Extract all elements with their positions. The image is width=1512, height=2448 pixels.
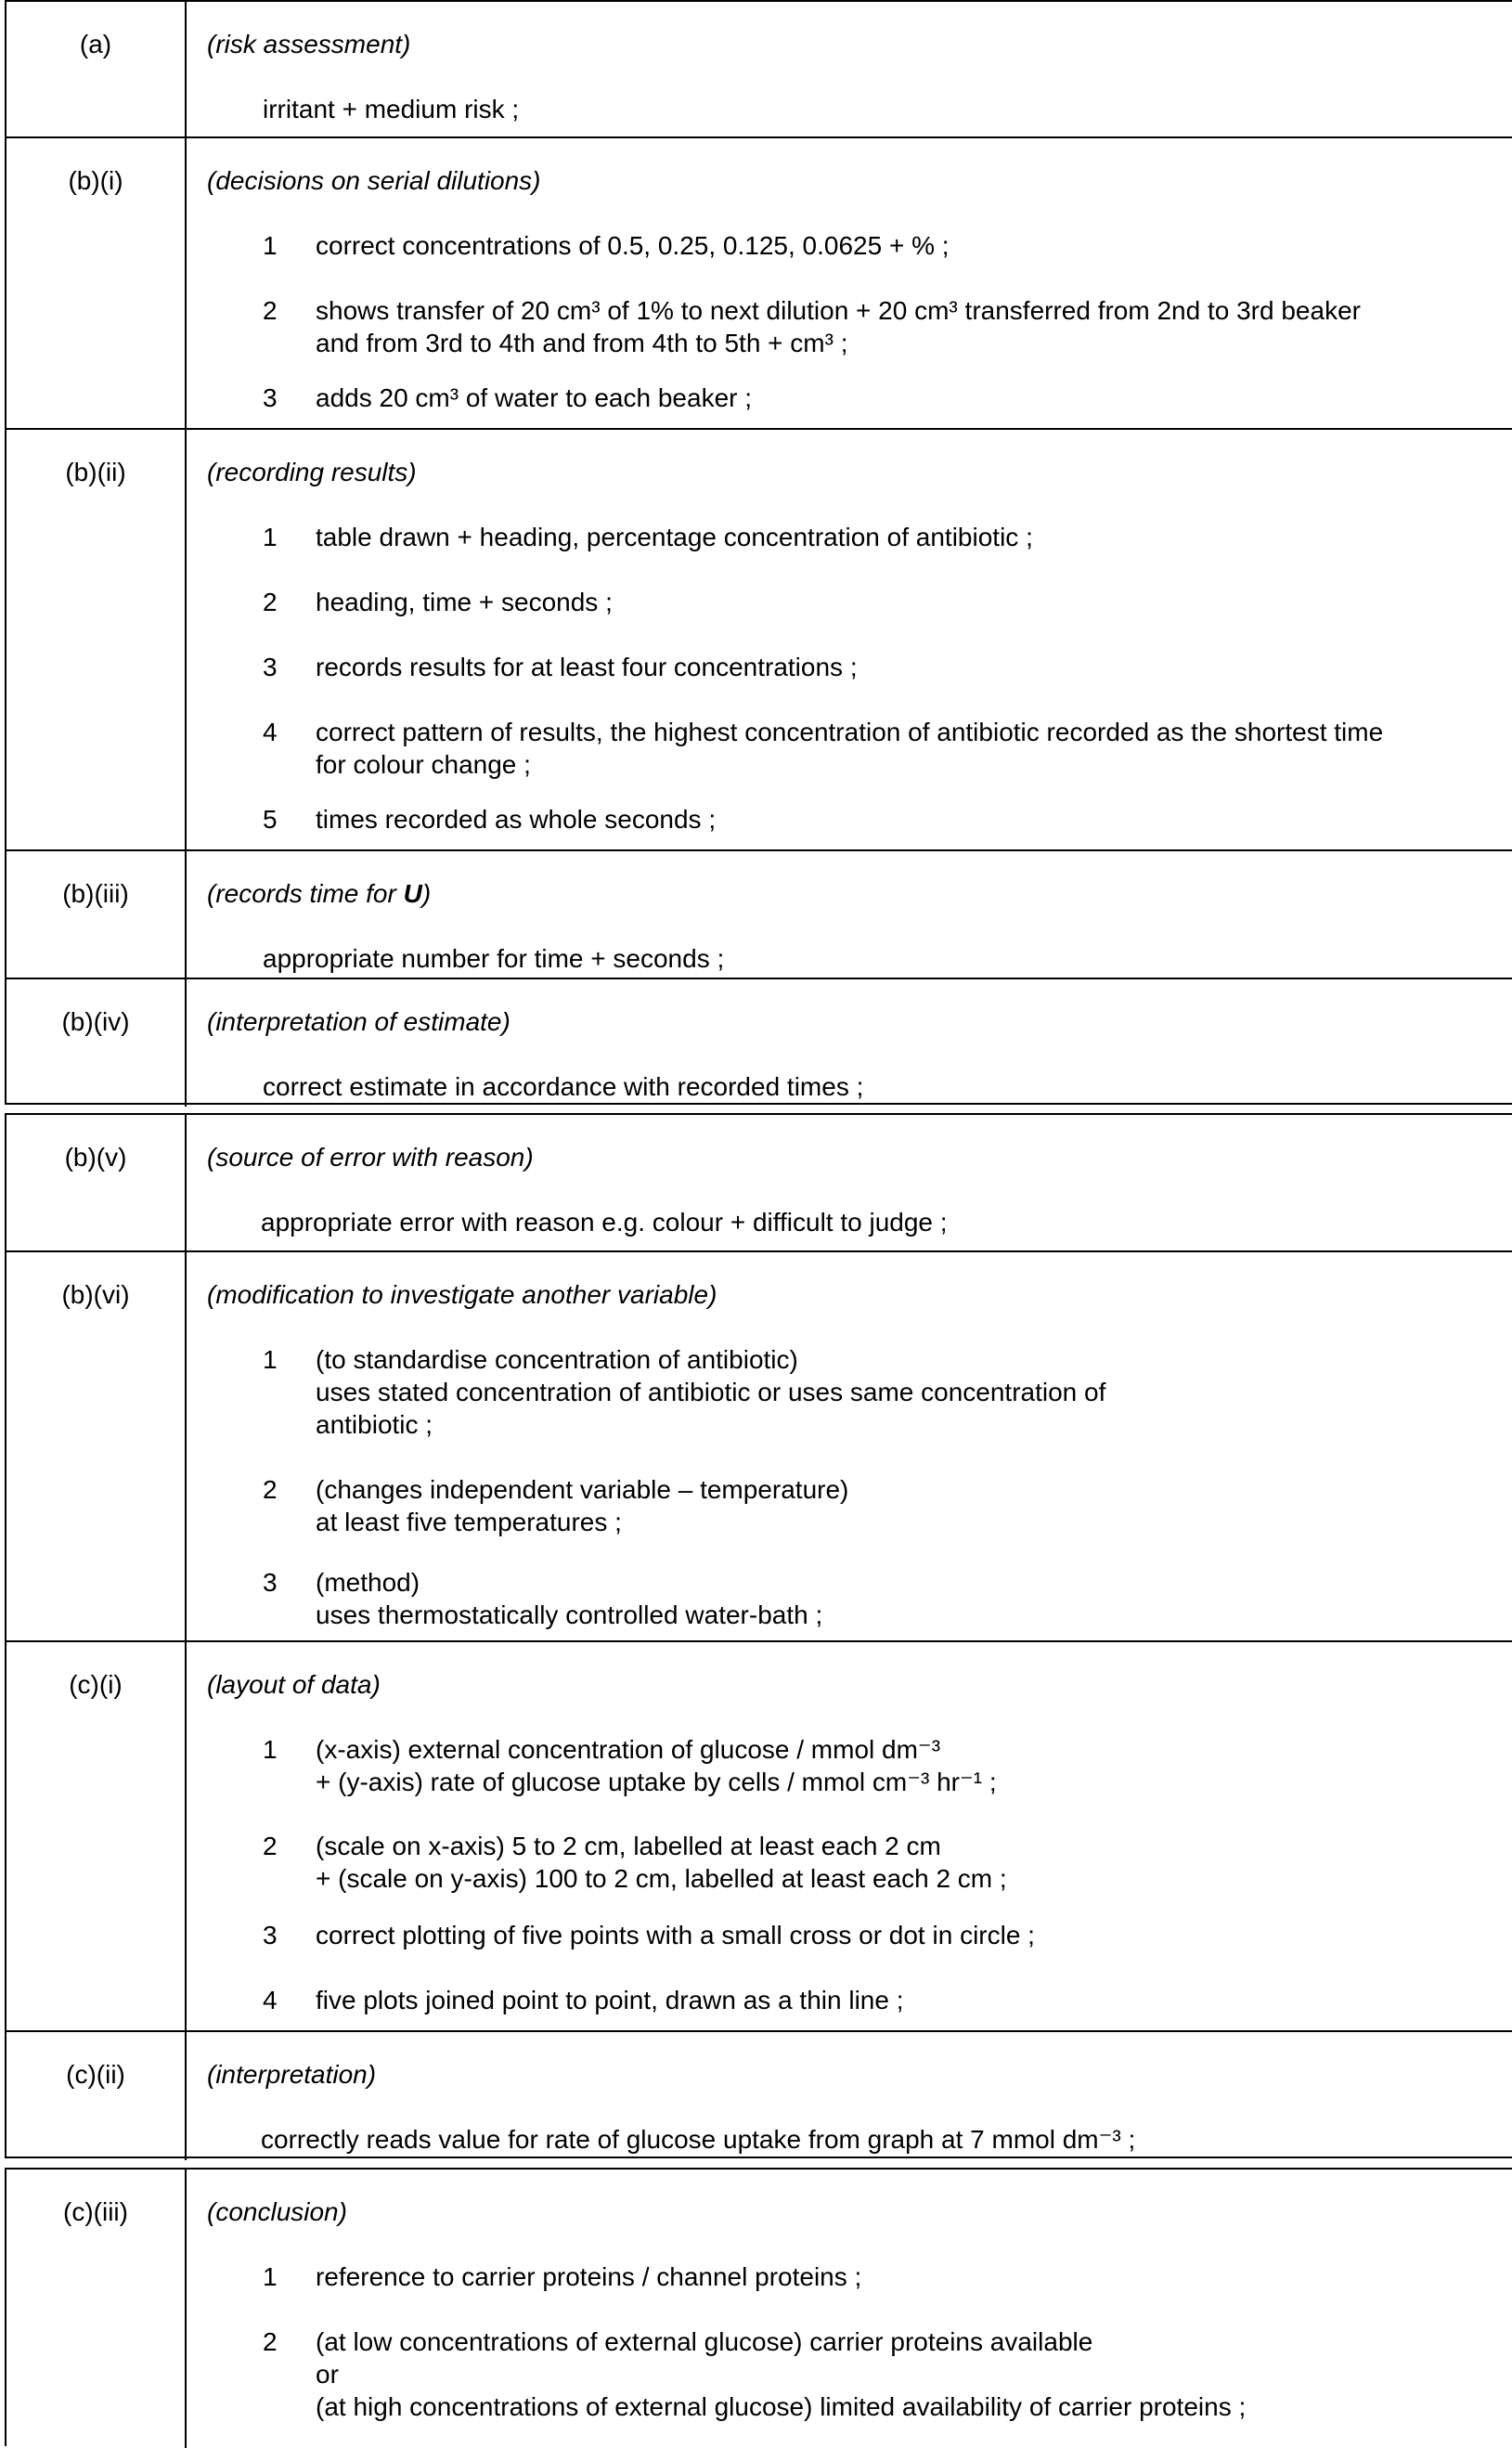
item-line: (scale on x-axis) 5 to 2 cm, labelled at least each 2 cm [316, 1832, 941, 1860]
item-line: or [316, 2360, 339, 2389]
answer-text: appropriate number for time + seconds ; [263, 944, 725, 973]
answer-text: correctly reads value for rate of glucose uptake from graph at 7 mmol dm⁻³ ; [261, 2125, 1136, 2154]
row-b-vi [6, 1250, 1512, 1640]
row-content [188, 979, 1512, 1107]
question-number: (a) [6, 2, 187, 136]
item-number: 2 [263, 2327, 278, 2356]
mark-scheme-table-2 [5, 1113, 1512, 2158]
item-line: (x-axis) external concentration of glucose / mmol dm⁻³ [316, 1735, 941, 1764]
item-number: 1 [263, 231, 278, 260]
row-c-i [6, 1640, 1512, 2030]
row-b-v [6, 1115, 1512, 1250]
item-number: 1 [263, 1735, 278, 1764]
question-number: (c)(i) [6, 1642, 187, 2030]
item-number: 3 [263, 1921, 278, 1949]
item-line: + (scale on y-axis) 100 to 2 cm, labelled at least each 2 cm ; [316, 1864, 1007, 1893]
item-line: times recorded as whole seconds ; [316, 805, 717, 834]
row-c-ii [6, 2030, 1512, 2160]
row-content [188, 1115, 1512, 1250]
item-number: 1 [263, 523, 278, 551]
row-b-ii [6, 428, 1512, 849]
item-number: 4 [263, 1986, 278, 2014]
item-line: antibiotic ; [316, 1410, 433, 1439]
row-heading: (risk assessment) [207, 30, 411, 58]
item-number: 2 [263, 1475, 278, 1504]
question-number: (b)(vi) [6, 1252, 187, 1640]
question-number: (b)(i) [6, 138, 187, 428]
item-line: shows transfer of 20 cm³ of 1% to next dilution + 20 cm³ transferred from 2nd to 3rd beaker [316, 296, 1361, 325]
item-number: 1 [263, 2262, 278, 2291]
item-number: 3 [263, 383, 278, 412]
row-heading: (layout of data) [207, 1670, 381, 1699]
row-heading: (decisions on serial dilutions) [207, 166, 541, 195]
item-line: records results for at least four concentrations ; [316, 653, 858, 681]
item-line: uses stated concentration of antibiotic or uses same concentration of [316, 1378, 1106, 1406]
row-b-i [6, 136, 1512, 428]
question-number: (b)(v) [6, 1115, 187, 1250]
row-content [188, 2170, 1512, 2448]
item-line: uses thermostatically controlled water-bath ; [316, 1600, 823, 1629]
answer-text: correct estimate in accordance with recorded times ; [263, 1072, 864, 1101]
row-content [188, 2032, 1512, 2160]
row-heading: (conclusion) [207, 2197, 347, 2226]
row-content [188, 1642, 1512, 2030]
item-number: 3 [263, 1568, 278, 1597]
row-content [188, 430, 1512, 849]
row-content [188, 138, 1512, 428]
row-content [188, 1252, 1512, 1640]
item-line: (at low concentrations of external glucose) carrier proteins available [316, 2327, 1093, 2356]
item-number: 4 [263, 718, 278, 746]
row-b-iv [6, 978, 1512, 1107]
mark-scheme-table-3 [5, 2168, 1512, 2446]
row-a [6, 2, 1512, 136]
item-line: table drawn + heading, percentage concentration of antibiotic ; [316, 523, 1033, 551]
question-number: (b)(iii) [6, 851, 187, 978]
answer-text: appropriate error with reason e.g. colour + difficult to judge ; [261, 1208, 948, 1237]
item-number: 2 [263, 1832, 278, 1860]
item-number: 2 [263, 296, 278, 325]
item-number: 3 [263, 653, 278, 681]
item-line: (method) [316, 1568, 420, 1597]
item-line: correct pattern of results, the highest concentration of antibiotic recorded as the shortest time [316, 718, 1384, 746]
item-number: 5 [263, 805, 278, 834]
row-content [188, 851, 1512, 978]
row-heading: (recording results) [207, 458, 417, 486]
item-line: correct plotting of five points with a small cross or dot in circle ; [316, 1921, 1035, 1949]
item-line: (to standardise concentration of antibiotic) [316, 1345, 798, 1374]
mark-scheme-table-1 [5, 0, 1512, 1105]
question-number: (c)(ii) [6, 2032, 187, 2160]
item-line: heading, time + seconds ; [316, 588, 613, 616]
question-number: (b)(iv) [6, 979, 187, 1107]
row-heading: (modification to investigate another variable) [207, 1280, 717, 1309]
item-line: five plots joined point to point, drawn as a thin line ; [316, 1986, 904, 2014]
item-line: + (y-axis) rate of glucose uptake by cells / mmol cm⁻³ hr⁻¹ ; [316, 1768, 997, 1796]
item-number: 1 [263, 1345, 278, 1374]
item-line: correct concentrations of 0.5, 0.25, 0.125, 0.0625 + % ; [316, 231, 950, 260]
row-content [188, 2, 1512, 136]
question-number: (b)(ii) [6, 430, 187, 849]
row-heading: (interpretation) [207, 2060, 377, 2089]
answer-text: irritant + medium risk ; [263, 95, 520, 123]
row-heading: (records time for U) [207, 879, 432, 908]
item-number: 2 [263, 588, 278, 616]
item-line: for colour change ; [316, 750, 531, 779]
row-heading: (source of error with reason) [207, 1143, 534, 1172]
item-line: (changes independent variable – temperature) [316, 1475, 849, 1504]
question-number: (c)(iii) [6, 2170, 187, 2448]
item-line: (at high concentrations of external glucose) limited availability of carrier proteins ; [316, 2392, 1247, 2421]
item-line: at least five temperatures ; [316, 1508, 622, 1536]
row-b-iii [6, 849, 1512, 978]
item-line: reference to carrier proteins / channel proteins ; [316, 2262, 862, 2291]
item-line: and from 3rd to 4th and from 4th to 5th + cm³ ; [316, 329, 848, 357]
item-line: adds 20 cm³ of water to each beaker ; [316, 383, 753, 412]
row-heading: (interpretation of estimate) [207, 1007, 510, 1036]
row-c-iii [6, 2170, 1512, 2448]
